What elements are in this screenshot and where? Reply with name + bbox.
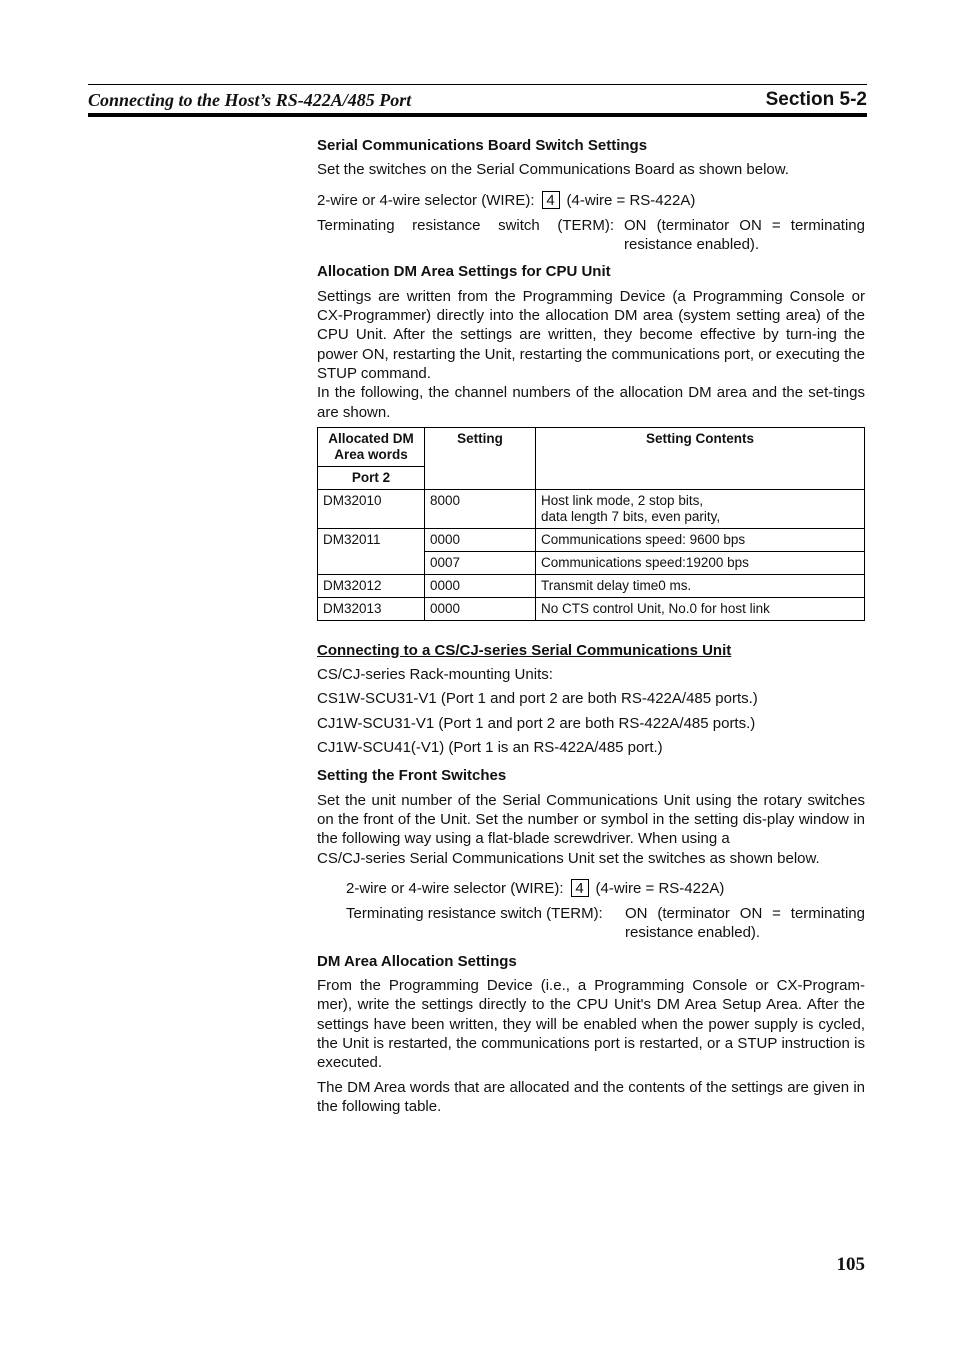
front-wire-selector (346, 879, 865, 898)
main-content (317, 136, 865, 1121)
dm-alloc-para1: From the Programming Device (i.e., a Programming Console or CX-Program-mer), write the settings directly to the CPU Unit's DM Area Setup Area. After the settings have been written, they will be enabled when the power supply is cycled, the Unit is restarted, the communications port is restarted, or a STUP instruction is executed. (317, 977, 865, 1072)
cscj-line2: CS1W-SCU31-V1 (Port 1 and port 2 are both RS-422A/485 ports.) (317, 690, 758, 708)
cell-contents: Communications speed:19200 bps (536, 551, 865, 574)
wire-selector-note: (4-wire = RS-422A) (566, 191, 696, 209)
term-switch-value (624, 216, 865, 255)
board-switch-heading: Serial Communications Board Switch Settings (317, 137, 648, 154)
board-switch-intro: Set the switches on the Serial Communications Board as shown below. (317, 161, 789, 179)
running-header-title: Connecting to the Host’s RS-422A/485 Port (88, 90, 412, 110)
cscj-heading: Connecting to a CS/CJ-series Serial Communications Unit (317, 641, 732, 659)
table-row (318, 574, 865, 597)
front-switch-settings (317, 879, 865, 943)
cell-word: DM32011 (318, 528, 425, 574)
cscj-line3: CJ1W-SCU31-V1 (Port 1 and port 2 are both RS-422A/485 ports.) (317, 714, 756, 732)
cell-contents: No CTS control Unit, No.0 for host link (536, 597, 865, 620)
dm-alloc-heading: DM Area Allocation Settings (317, 952, 517, 970)
header-rule-bottom (88, 113, 867, 117)
cell-setting: 0007 (425, 551, 536, 574)
cell-word: DM32013 (318, 597, 425, 620)
cell-setting: 0000 (425, 597, 536, 620)
wire-selector-value: 4 (542, 191, 560, 209)
cell-setting: 0000 (425, 528, 536, 551)
front-term-switch (346, 904, 865, 943)
cscj-line1: CS/CJ-series Rack-mounting Units: (317, 666, 553, 684)
cell-contents: Communications speed: 9600 bps (536, 528, 865, 551)
table-row (318, 597, 865, 620)
wire-selector-label: 2-wire or 4-wire selector (WIRE): (317, 191, 535, 209)
col-header-setting: Setting (425, 427, 536, 489)
board-term-switch (317, 216, 865, 255)
table-header-row (318, 427, 865, 466)
cell-word: DM32012 (318, 574, 425, 597)
dm-allocation-table (317, 427, 865, 621)
board-wire-selector (317, 191, 865, 210)
front-switch-para-last: CS/CJ-series Serial Communications Unit set the switches as shown below. (317, 849, 820, 867)
cell-contents: Transmit delay time0 ms. (536, 574, 865, 597)
wire-selector-label: 2-wire or 4-wire selector (WIRE): (346, 879, 564, 897)
cell-setting: 0000 (425, 574, 536, 597)
cscj-line4: CJ1W-SCU41(-V1) (Port 1 is an RS-422A/485 port.) (317, 739, 663, 757)
table-row (318, 528, 865, 551)
cell-setting: 8000 (425, 489, 536, 528)
term-value-line2: resistance enabled). (625, 924, 761, 942)
term-value-line1: ON (terminator ON = terminating (624, 216, 865, 234)
cell-contents-line1: Host link mode, 2 stop bits, (541, 492, 704, 508)
term-switch-label: Terminating resistance switch (TERM): (317, 216, 614, 234)
front-switch-heading: Setting the Front Switches (317, 767, 507, 785)
header-rule-top (88, 84, 867, 85)
col-subheader-port2: Port 2 (318, 466, 425, 489)
cell-word: DM32010 (318, 489, 425, 528)
dm-alloc-para2: The DM Area words that are allocated and the contents of the settings are given in the following table. (317, 1078, 865, 1115)
cell-contents (536, 489, 865, 528)
term-value-line2: resistance enabled). (624, 236, 760, 254)
page-number: 105 (836, 1254, 865, 1275)
col-header-contents: Setting Contents (536, 427, 865, 489)
wire-selector-value: 4 (571, 879, 589, 897)
alloc-cpu-para2: In the following, the channel numbers of the allocation DM area and the set-tings are shown. (317, 384, 865, 421)
col-header-words: Allocated DM Area words (318, 427, 425, 466)
wire-selector-note: (4-wire = RS-422A) (595, 879, 725, 897)
cell-contents-line2: data length 7 bits, even parity, (541, 508, 721, 524)
table-row (318, 489, 865, 528)
front-switch-para: Set the unit number of the Serial Communications Unit using the rotary switches on the front of the Unit. Set the number or symbol in the setting dis-play window in the following way using a flat-blade screwdriver. When using a (317, 791, 865, 848)
term-switch-value (625, 904, 865, 943)
term-switch-label: Terminating resistance switch (TERM): (346, 905, 603, 923)
term-value-line1: ON (terminator ON = terminating (625, 905, 865, 923)
section-label: Section 5-2 (765, 89, 867, 110)
alloc-cpu-para1: Settings are written from the Programming Device (a Programming Console or CX-Programmer) directly into the allocation DM area (system setting area) of the CPU Unit. After the settings are written, they become effective by turn-ing the power ON, restarting the Unit, restarting the communications port, or executing the STUP command. (317, 287, 865, 382)
alloc-cpu-heading: Allocation DM Area Settings for CPU Unit (317, 263, 611, 281)
